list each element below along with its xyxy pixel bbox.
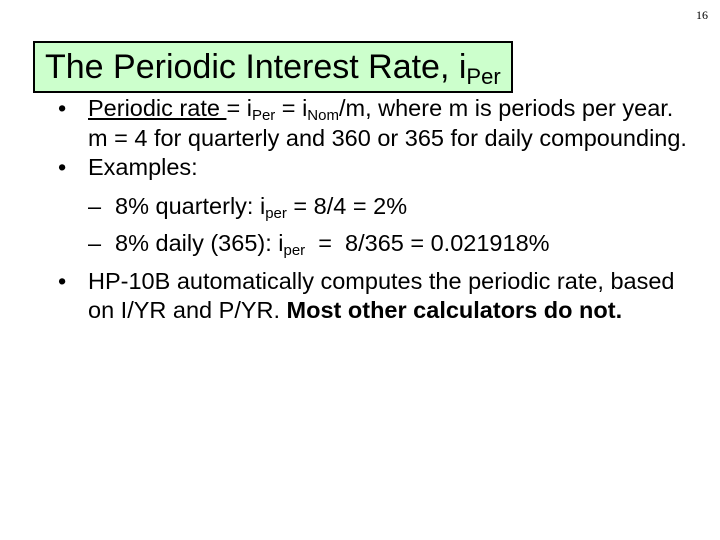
subscript-per: per [283,242,306,259]
examples-label: Examples: [88,154,198,180]
text-segment: = i [226,95,252,121]
example-daily [58,229,698,259]
page-number: 16 [696,8,708,22]
text-segment: HP-10B automatically computes the periodic rate, based on I/YR and P/YR. [88,267,675,323]
bullet-marker: • [58,267,67,294]
subscript-nom: Nom [307,107,339,124]
example-quarterly [58,192,698,222]
periodic-rate-term: Periodic rate [88,95,227,121]
subscript-per: per [265,204,287,222]
slide-title [33,41,513,93]
bullet-marker: • [58,95,67,121]
text-segment: 8% quarterly: i [115,192,266,219]
bullet-examples [58,153,698,183]
title-main: The Periodic Interest Rate, i [45,48,467,86]
text-segment: = i [275,95,308,121]
slide-content [58,94,698,326]
bullet-hp10b [58,267,698,326]
bullet-periodic-rate [58,94,698,153]
bullet-marker: • [58,154,67,180]
text-segment: = 8/4 = 2% [286,192,408,219]
dash-marker: – [88,230,102,256]
text-segment: /m, where m is periods per year. m = 4 for quarterly and 360 or 365 for daily compounding. [88,95,687,151]
bold-note: Most other calculators do not. [286,297,623,323]
title-subscript: Per [466,64,501,89]
text-segment: = 8/365 = 0.021918% [305,230,550,256]
dash-marker: – [88,192,102,219]
text-segment: 8% daily (365): i [115,230,284,256]
subscript-per: Per [251,107,276,124]
